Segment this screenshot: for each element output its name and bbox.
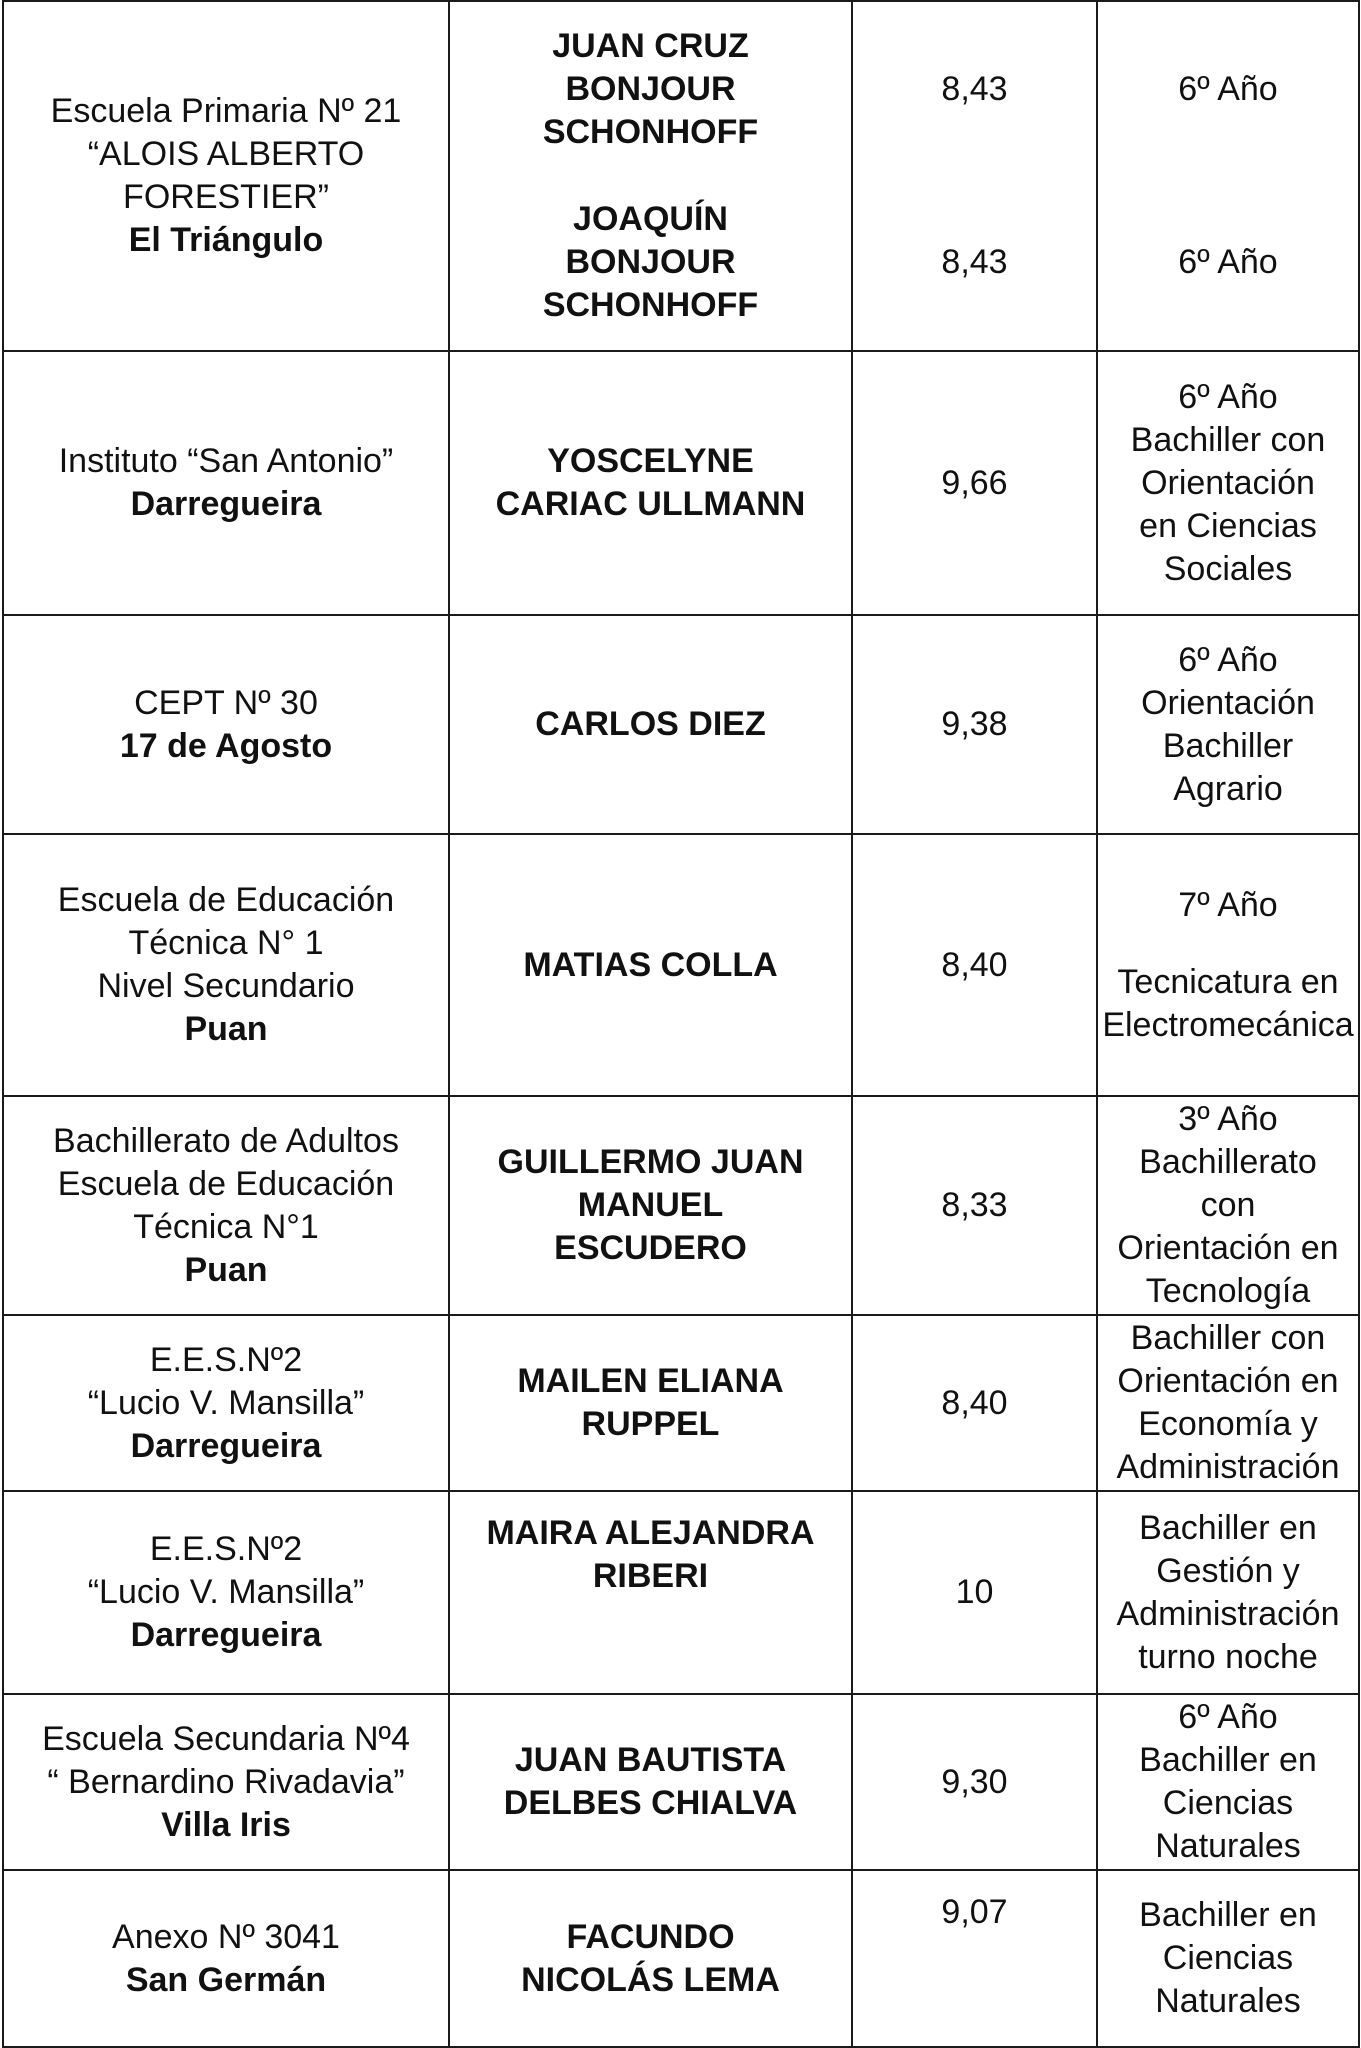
school-cell: Escuela de Educación Técnica N° 1 Nivel Secundario Puan (3, 834, 449, 1096)
grade-cell: 9,30 (852, 1694, 1097, 1870)
grade-cell: 9,38 (852, 615, 1097, 834)
school-cell: E.E.S.Nº2 “Lucio V. Mansilla” Darregueira (3, 1491, 449, 1694)
student-cell: CARLOS DIEZ (449, 615, 852, 834)
town-name: Villa Iris (161, 1805, 291, 1844)
school-cell: Instituto “San Antonio” Darregueira (3, 351, 449, 615)
grade-cell: 9,07 (852, 1870, 1097, 2047)
course-cell: Bachiller en Ciencias Naturales (1097, 1870, 1359, 2047)
course-cell: 6º Año Bachiller en Ciencias Naturales (1097, 1694, 1359, 1870)
grade-cell: 8,40 (852, 1315, 1097, 1491)
table-row (3, 1491, 1359, 1694)
school-cell: Escuela Primaria Nº 21 “ALOIS ALBERTO FORESTIER” El Triángulo (3, 1, 449, 351)
table-row (3, 834, 1359, 1096)
student-cell: MATIAS COLLA (449, 834, 852, 1096)
grade-cell: 10 (852, 1491, 1097, 1694)
student-cell: MAILEN ELIANA RUPPEL (449, 1315, 852, 1491)
table-row (3, 351, 1359, 615)
table-row (3, 615, 1359, 834)
student-cell: YOSCELYNE CARIAC ULLMANN (449, 351, 852, 615)
town-name: El Triángulo (128, 221, 324, 259)
grade-cell: 8,33 (852, 1096, 1097, 1315)
grade-cell: 8,40 (852, 834, 1097, 1096)
student-cell: MAIRA ALEJANDRA RIBERI (449, 1491, 852, 1694)
student-cell: JUAN CRUZ BONJOUR SCHONHOFF JOAQUÍN BONJOUR SCHONHOFF (449, 1, 852, 351)
school-cell: Bachillerato de Adultos Escuela de Educación Técnica N°1 Puan (3, 1096, 449, 1315)
school-cell: CEPT Nº 30 17 de Agosto (3, 615, 449, 834)
course-cell: Bachiller en Gestión y Administración turno noche (1097, 1491, 1359, 1694)
town-name: Puan (184, 1250, 268, 1289)
table-row (3, 1870, 1359, 2047)
town-name: Darregueira (130, 1616, 322, 1654)
student-grades-table (2, 0, 1360, 2048)
town-name: San Germán (125, 1960, 327, 1999)
grade-cell: 8,43 8,43 (852, 1, 1097, 351)
town-name: Darregueira (130, 1426, 322, 1465)
course-cell: 6º Año Bachiller con Orientación en Ciencias Sociales (1097, 351, 1359, 615)
school-cell: Anexo Nº 3041 San Germán (3, 1870, 449, 2047)
table-row (3, 1694, 1359, 1870)
student-cell: JUAN BAUTISTA DELBES CHIALVA (449, 1694, 852, 1870)
course-cell: 6º Año Orientación Bachiller Agrario (1097, 615, 1359, 834)
table-row (3, 1, 1359, 351)
grade-cell: 9,66 (852, 351, 1097, 615)
school-cell: Escuela Secundaria Nº4 “ Bernardino Rivadavia” Villa Iris (3, 1694, 449, 1870)
course-cell: 7º Año Tecnicatura en Electromecánica (1097, 834, 1359, 1096)
course-cell: 3º Año Bachillerato con Orientación en Tecnología (1097, 1096, 1359, 1315)
table-row (3, 1315, 1359, 1491)
table-row (3, 1096, 1359, 1315)
town-name: 17 de Agosto (119, 726, 333, 765)
student-cell: FACUNDO NICOLÁS LEMA (449, 1870, 852, 2047)
town-name: Puan (184, 1010, 268, 1048)
course-cell: 6º Año 6º Año (1097, 1, 1359, 351)
town-name: Darregueira (130, 485, 322, 523)
student-cell: GUILLERMO JUAN MANUEL ESCUDERO (449, 1096, 852, 1315)
school-cell: E.E.S.Nº2 “Lucio V. Mansilla” Darregueira (3, 1315, 449, 1491)
course-cell: Bachiller con Orientación en Economía y Administración (1097, 1315, 1359, 1491)
